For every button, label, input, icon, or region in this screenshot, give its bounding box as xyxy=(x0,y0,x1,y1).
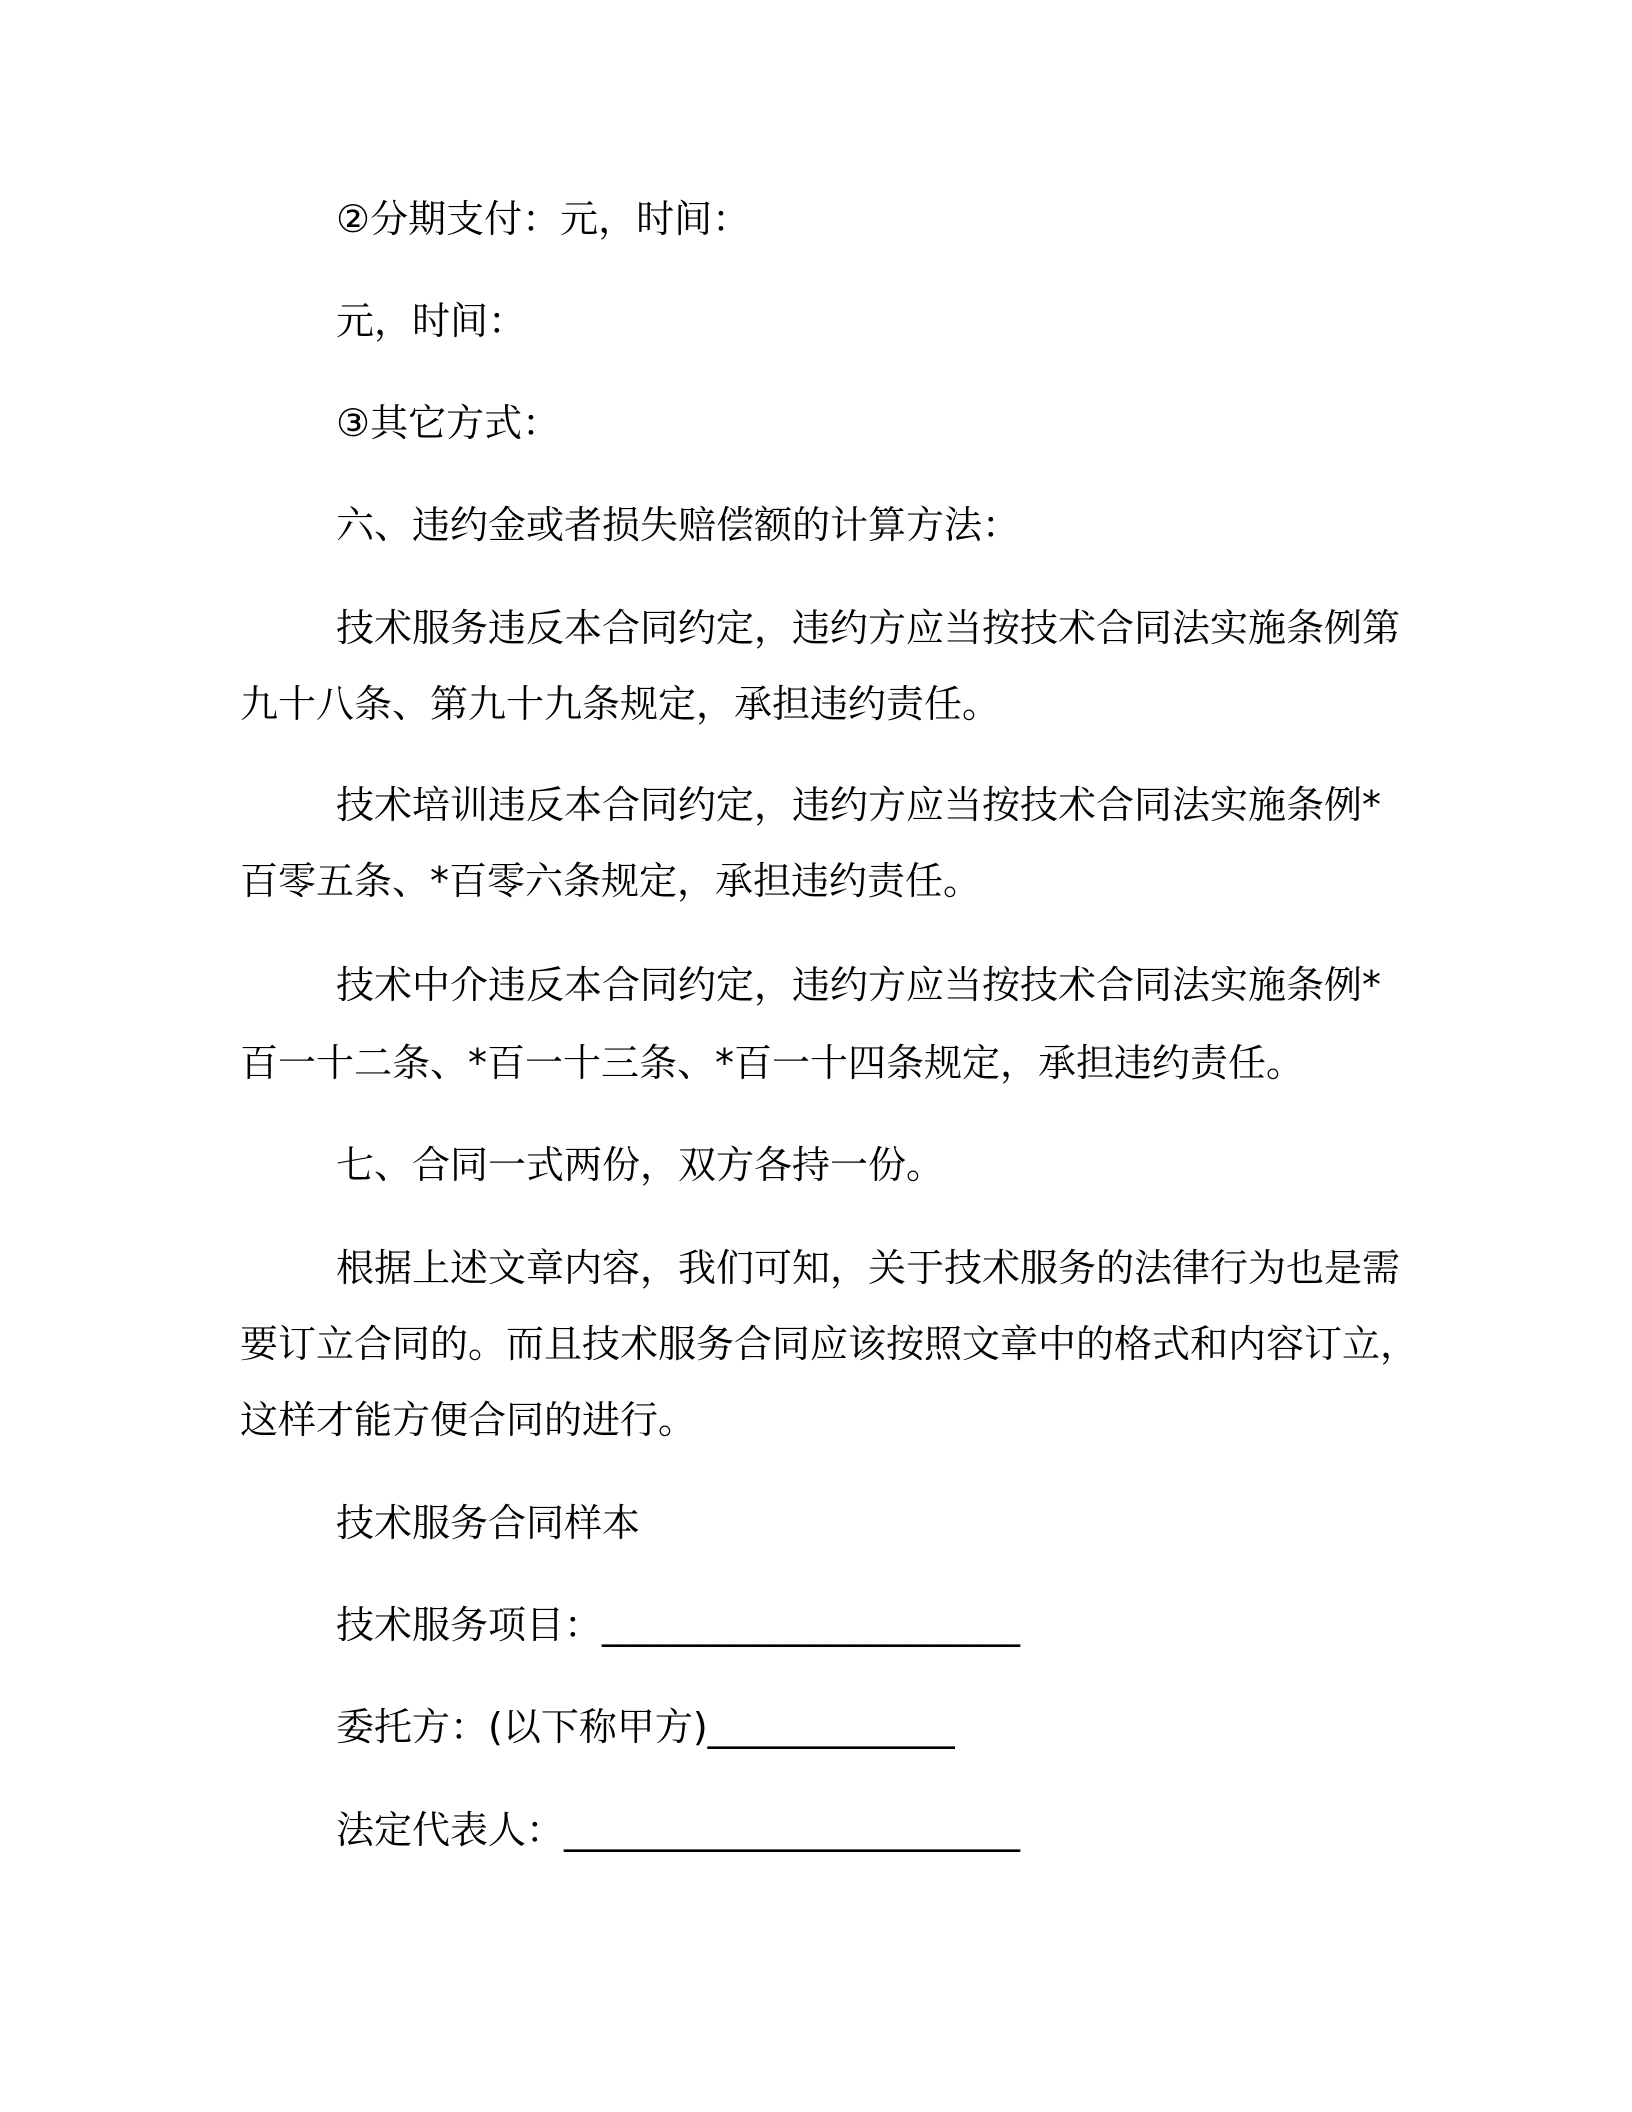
other-payment-line: ③其它方式： xyxy=(336,401,561,445)
service-project-field: 技术服务项目：______________________ xyxy=(336,1603,1021,1647)
conclusion-line-1: 根据上述文章内容，我们可知，关于技术服务的法律行为也是需 xyxy=(336,1246,1401,1290)
section-seven-line: 七、合同一式两份，双方各持一份。 xyxy=(336,1143,945,1187)
intermediary-breach-line-2: 百一十二条、*百一十三条、*百一十四条规定，承担违约责任。 xyxy=(240,1041,1305,1085)
section-six-heading: 六、违约金或者损失赔偿额的计算方法： xyxy=(336,503,1021,547)
service-breach-line-2: 九十八条、第九十九条规定，承担违约责任。 xyxy=(240,682,1001,726)
sample-title: 技术服务合同样本 xyxy=(336,1501,641,1545)
service-breach-line-1: 技术服务违反本合同约定，违约方应当按技术合同法实施条例第 xyxy=(336,606,1401,650)
training-breach-line-1: 技术培训违反本合同约定，违约方应当按技术合同法实施条例* xyxy=(336,783,1382,827)
installment-payment-line-2: 元，时间： xyxy=(336,299,527,343)
client-party-field: 委托方：(以下称甲方)_____________ xyxy=(336,1705,955,1749)
conclusion-line-3: 这样才能方便合同的进行。 xyxy=(240,1398,697,1442)
conclusion-line-2: 要订立合同的。而且技术服务合同应该按照文章中的格式和内容订立， xyxy=(240,1322,1419,1366)
training-breach-line-2: 百零五条、*百零六条规定，承担违约责任。 xyxy=(240,859,982,903)
intermediary-breach-line-1: 技术中介违反本合同约定，违约方应当按技术合同法实施条例* xyxy=(336,963,1382,1007)
legal-representative-field: 法定代表人：________________________ xyxy=(336,1808,1021,1852)
installment-payment-line: ②分期支付：元，时间： xyxy=(336,197,751,241)
